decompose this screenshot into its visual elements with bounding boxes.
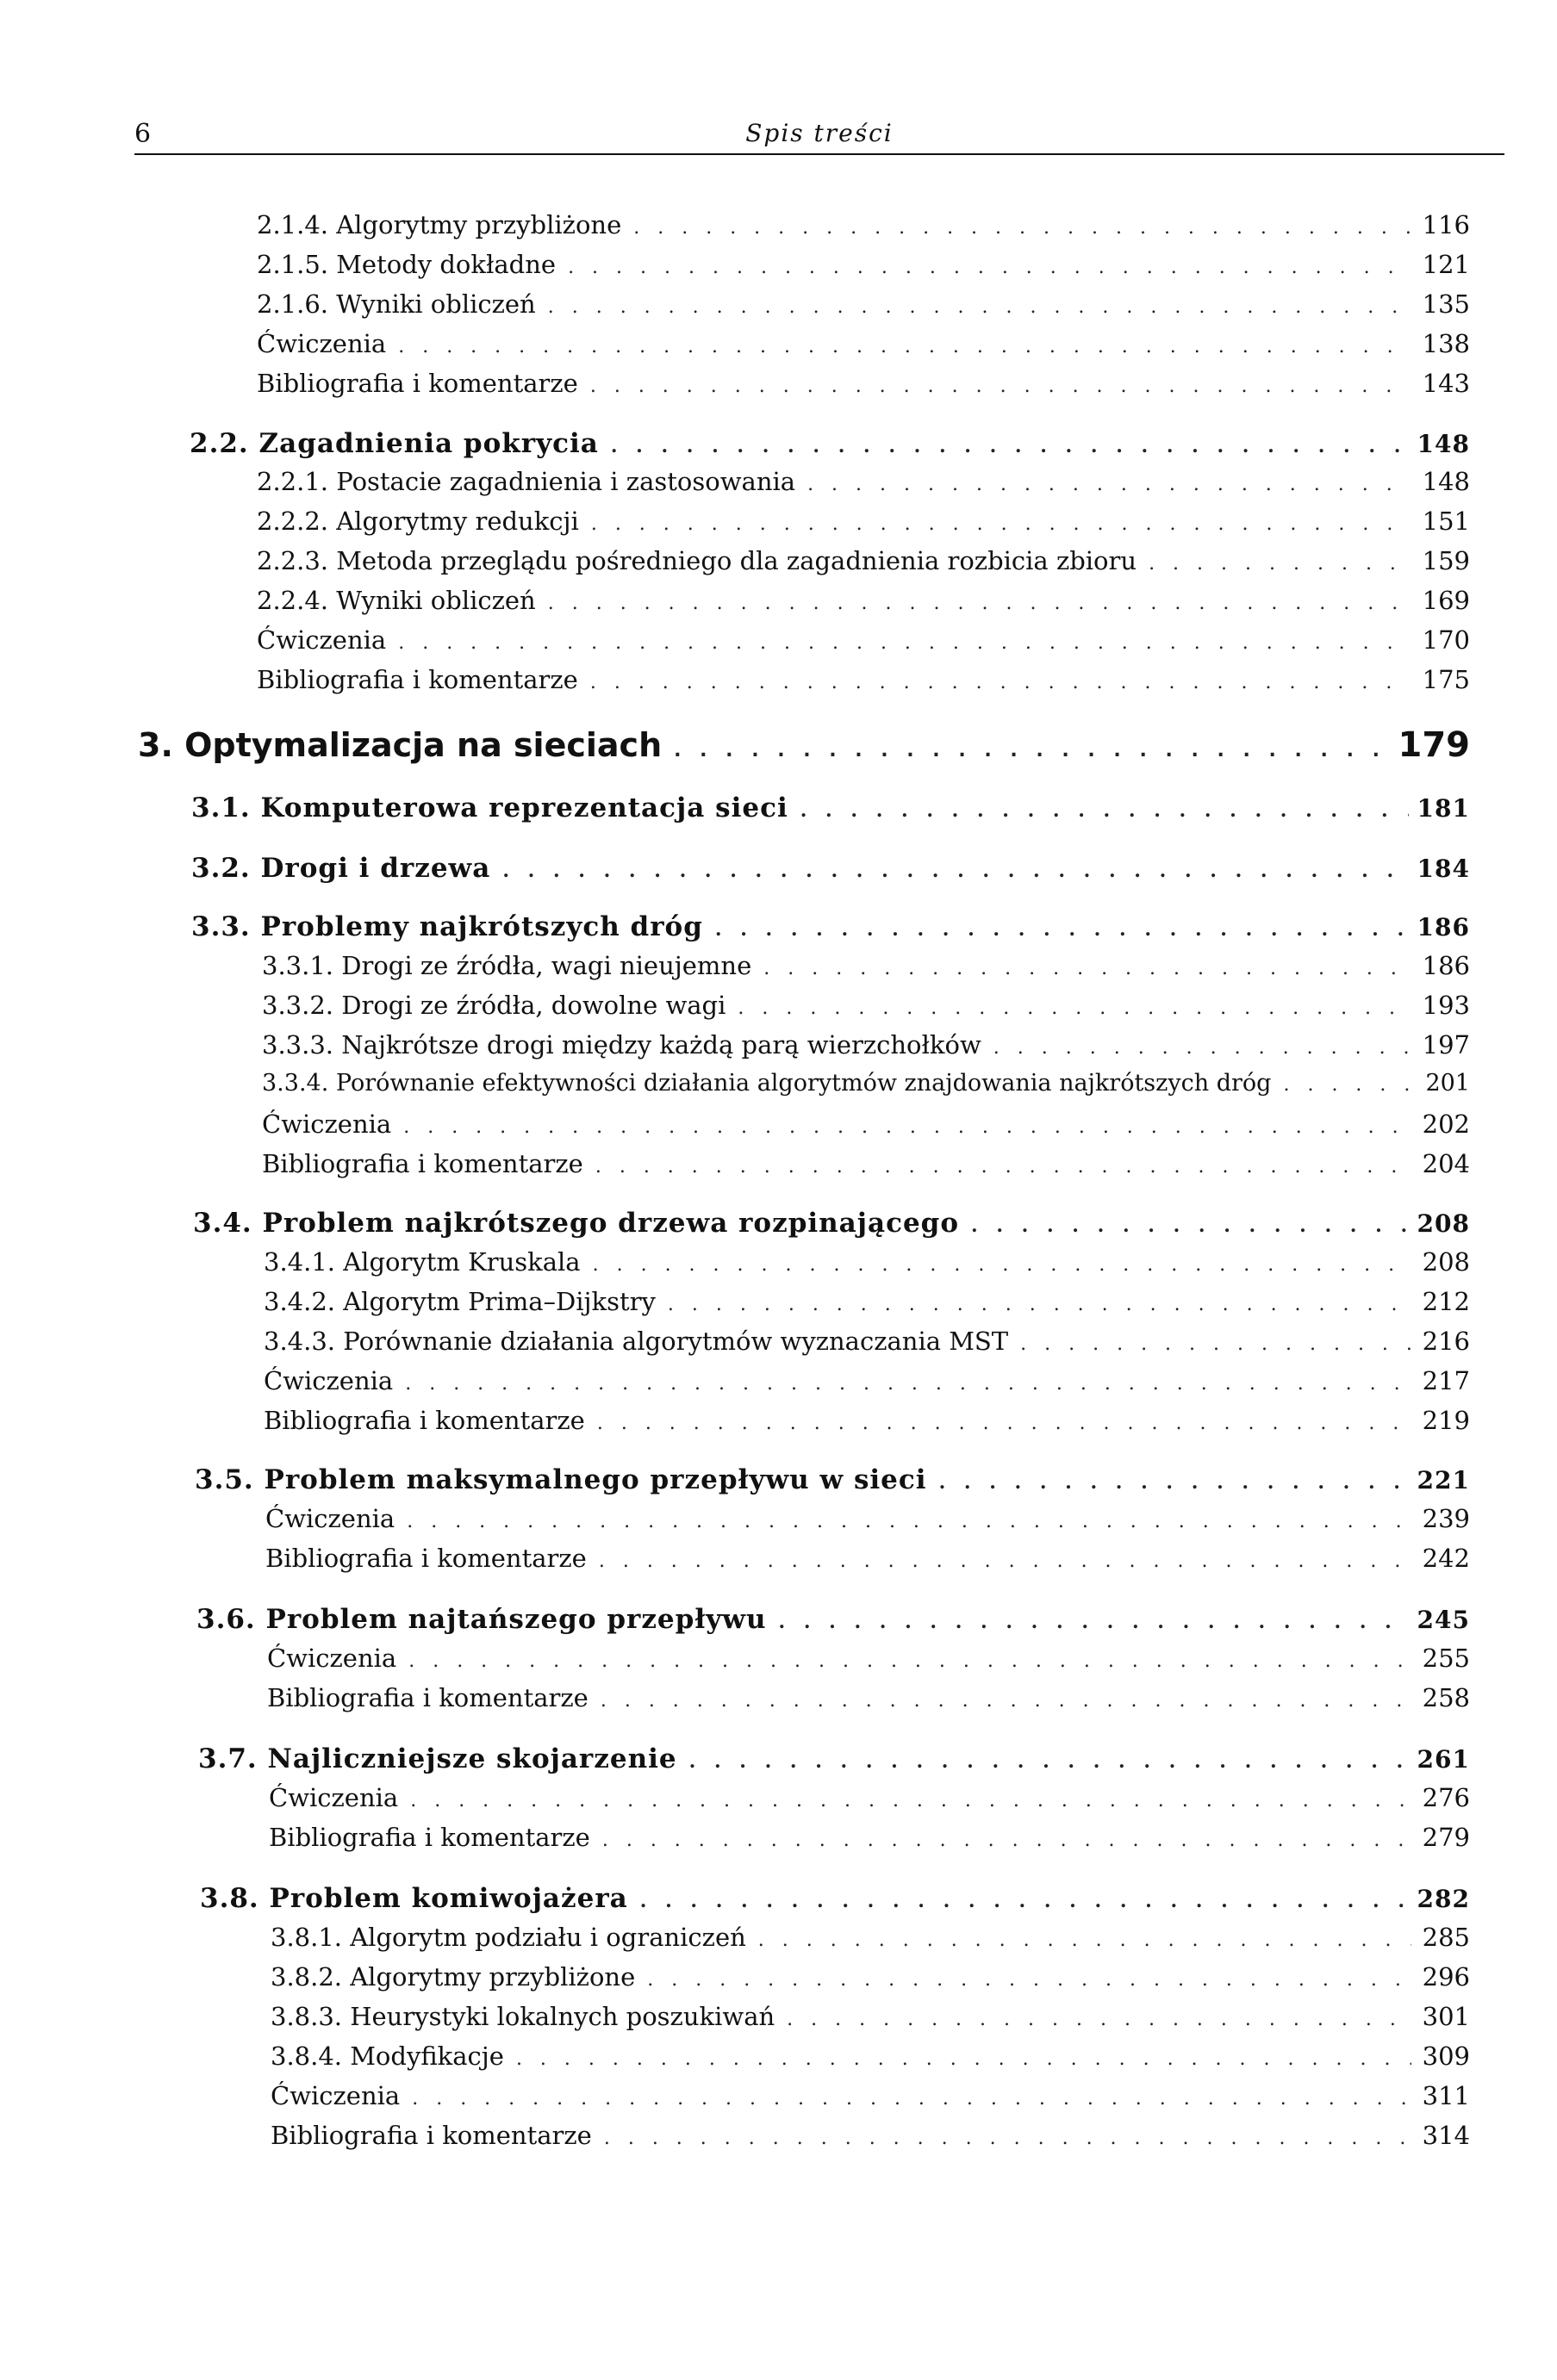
- toc-section: 3.1. Komputerowa reprezentacja sieci . . . 181: [191, 792, 1470, 823]
- toc-entry: Bibliografia i komentarze . . . 242: [265, 1544, 1470, 1573]
- toc-entry: Ćwiczenia . . . 311: [271, 2081, 1470, 2110]
- toc-chapter: 3. Optymalizacja na sieciach . . . 179: [138, 725, 1470, 765]
- toc-section: 3.2. Drogi i drzewa . . . 184: [191, 853, 1470, 884]
- toc-entry: Bibliografia i komentarze . . . 258: [267, 1683, 1470, 1712]
- toc-entry: 2.2.3. Metoda przeglądu pośredniego dla zagadnienia rozbicia zbioru . . . 159: [257, 546, 1470, 575]
- toc-entry: 2.1.5. Metody dokładne . . . 121: [257, 250, 1470, 279]
- toc-entry: 2.1.6. Wyniki obliczeń . . . 135: [257, 289, 1470, 319]
- toc-entry: 3.8.2. Algorytmy przybliżone . . . 296: [271, 1962, 1470, 1992]
- toc-entry: Bibliografia i komentarze . . . 279: [269, 1823, 1470, 1852]
- toc-entry: 2.2.4. Wyniki obliczeń . . . 169: [257, 586, 1470, 615]
- toc-entry: Bibliografia i komentarze . . . 314: [271, 2121, 1470, 2150]
- toc-entry: 2.1.4. Algorytmy przybliżone . . . 116: [257, 210, 1470, 239]
- toc-entry: Ćwiczenia . . . 202: [262, 1109, 1470, 1139]
- toc-entry: 3.3.3. Najkrótsze drogi między każdą parą wierzchołków . . . 197: [262, 1030, 1470, 1060]
- toc-entry: Ćwiczenia . . . 217: [264, 1366, 1470, 1395]
- toc-entry: Bibliografia i komentarze . . . 143: [257, 369, 1470, 398]
- toc-entry: 3.4.2. Algorytm Prima–Dijkstry . . . 212: [264, 1287, 1470, 1316]
- toc-section: 3.4. Problem najkrótszego drzewa rozpinającego . . . 208: [193, 1208, 1470, 1239]
- toc-entry: Bibliografia i komentarze . . . 204: [262, 1149, 1470, 1178]
- toc-entry: Ćwiczenia . . . 170: [257, 625, 1470, 655]
- toc-entry: 3.8.3. Heurystyki lokalnych poszukiwań . . . 301: [271, 2002, 1470, 2031]
- page-header: [134, 119, 1504, 155]
- toc-section: 3.8. Problem komiwojażera . . . 282: [200, 1883, 1470, 1914]
- toc-section: 3.3. Problemy najkrótszych dróg . . . 186: [191, 911, 1470, 942]
- toc-entry: 3.3.1. Drogi ze źródła, wagi nieujemne . . . 186: [262, 951, 1470, 980]
- toc-entry: Ćwiczenia . . . 239: [265, 1504, 1470, 1533]
- toc-section: 2.2. Zagadnienia pokrycia . . . 148: [190, 428, 1470, 459]
- toc-entry: 3.3.4. Porównanie efektywności działania algorytmów znajdowania najkrótszych dróg . . . 201: [262, 1070, 1470, 1097]
- page-number: 6: [134, 119, 152, 149]
- toc-entry: 2.2.2. Algorytmy redukcji . . . 151: [257, 506, 1470, 536]
- toc-entry: 3.3.2. Drogi ze źródła, dowolne wagi . . . 193: [262, 991, 1470, 1020]
- toc-entry: 2.2.1. Postacie zagadnienia i zastosowania . . . 148: [257, 467, 1470, 496]
- toc-entry: Ćwiczenia . . . 255: [267, 1644, 1470, 1673]
- toc-entry: 3.4.1. Algorytm Kruskala . . . 208: [264, 1247, 1470, 1277]
- toc-entry: 3.4.3. Porównanie działania algorytmów wyznaczania MST . . . 216: [264, 1327, 1470, 1356]
- toc-entry: Bibliografia i komentarze . . . 219: [264, 1406, 1470, 1435]
- toc-entry: Ćwiczenia . . . 138: [257, 329, 1470, 358]
- toc-section: 3.7. Najliczniejsze skojarzenie . . . 261: [198, 1743, 1470, 1774]
- toc-entry: Bibliografia i komentarze . . . 175: [257, 665, 1470, 694]
- toc-entry: 3.8.1. Algorytm podziału i ograniczeń . . . 285: [271, 1923, 1470, 1952]
- toc-section: 3.6. Problem najtańszego przepływu . . . 245: [196, 1604, 1470, 1635]
- toc-section: 3.5. Problem maksymalnego przepływu w sieci . . . 221: [195, 1464, 1470, 1495]
- toc-entry: 3.8.4. Modyfikacje . . . 309: [271, 2041, 1470, 2071]
- running-title: Spis treści: [745, 119, 894, 147]
- toc-entry: Ćwiczenia . . . 276: [269, 1783, 1470, 1812]
